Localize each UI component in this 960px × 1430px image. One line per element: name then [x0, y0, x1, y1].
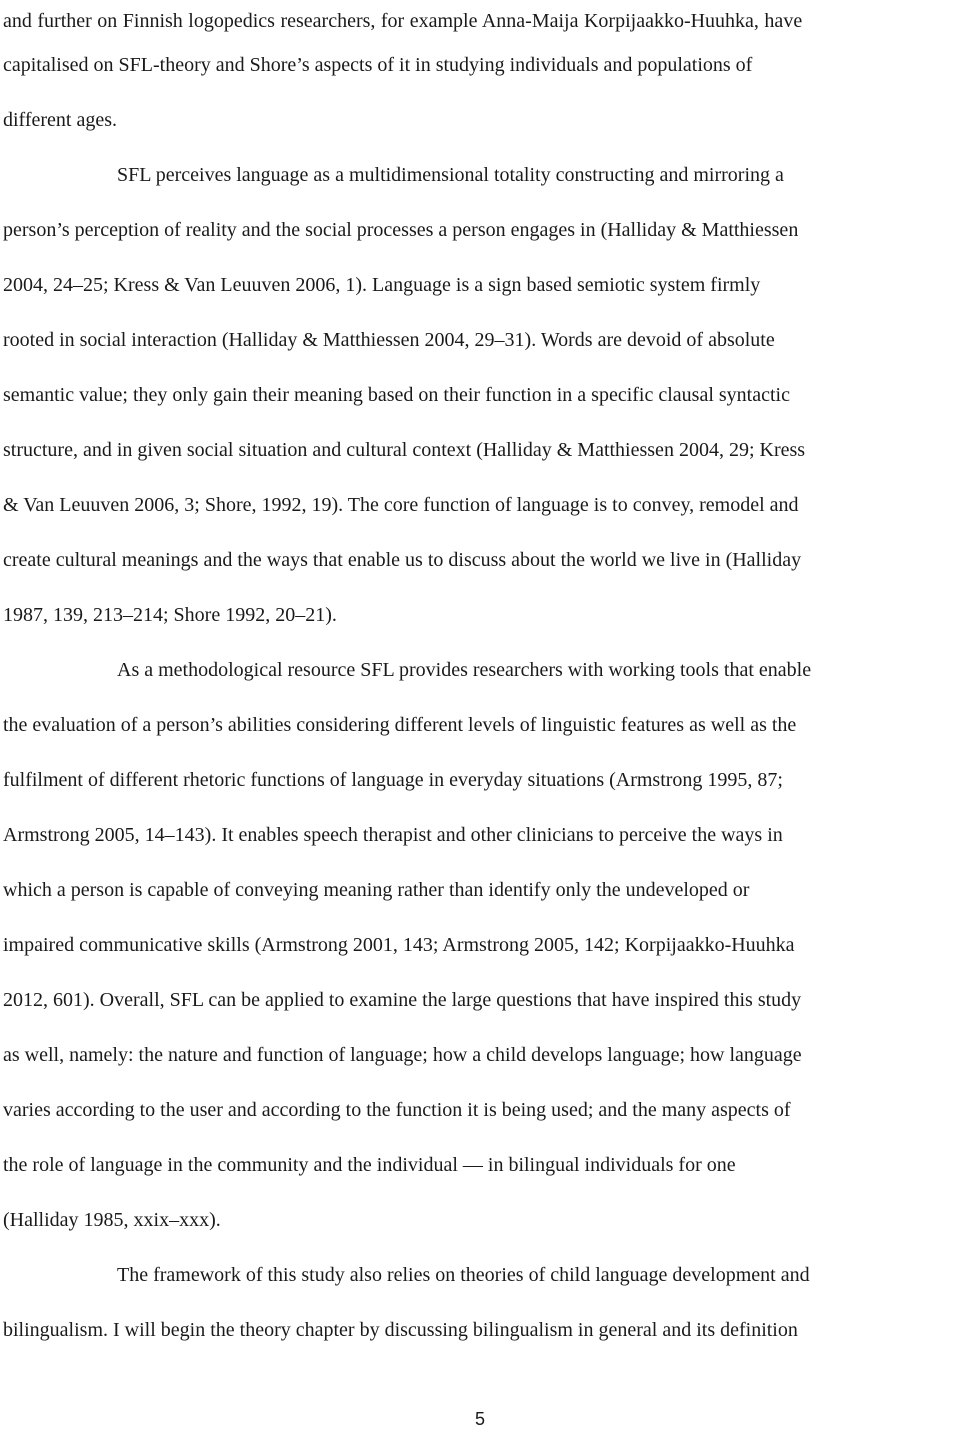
text-line: capitalised on SFL-theory and Shore’s aspects of it in studying individuals and populations of: [3, 54, 753, 76]
text-line: 1987, 139, 213–214; Shore 1992, 20–21).: [3, 604, 337, 626]
text-line: structure, and in given social situation and cultural context (Halliday & Matthiessen 2004, 29; Kress: [3, 439, 806, 461]
text-line: As a methodological resource SFL provides researchers with working tools that enable: [117, 659, 812, 681]
text-line: person’s perception of reality and the social processes a person engages in (Halliday & Matthiessen: [3, 219, 799, 241]
text-line: bilingualism. I will begin the theory chapter by discussing bilingualism in general and its definition: [3, 1319, 798, 1341]
text-line: (Halliday 1985, xxix–xxx).: [3, 1209, 221, 1231]
text-line: 2004, 24–25; Kress & Van Leuuven 2006, 1). Language is a sign based semiotic system firmly: [3, 274, 761, 296]
text-line: semantic value; they only gain their meaning based on their function in a specific clausal syntactic: [3, 384, 790, 406]
text-line: fulfilment of different rhetoric functions of language in everyday situations (Armstrong 1995, 87;: [3, 769, 783, 791]
text-line: & Van Leuuven 2006, 3; Shore, 1992, 19). The core function of language is to convey, remodel and: [3, 494, 799, 516]
text-line: as well, namely: the nature and function of language; how a child develops language; how language: [3, 1044, 802, 1066]
text-line: which a person is capable of conveying meaning rather than identify only the undeveloped or: [3, 879, 750, 901]
text-line: The framework of this study also relies on theories of child language development and: [117, 1264, 810, 1286]
text-line: create cultural meanings and the ways that enable us to discuss about the world we live in (Halliday: [3, 549, 802, 571]
text-line: Armstrong 2005, 14–143). It enables speech therapist and other clinicians to perceive the ways in: [3, 824, 783, 846]
text-line: and further on Finnish logopedics researchers, for example Anna-Maija Korpijaakko-Huuhka, have: [3, 10, 803, 32]
text-line: 2012, 601). Overall, SFL can be applied to examine the large questions that have inspired this study: [3, 989, 802, 1011]
text-line: rooted in social interaction (Halliday & Matthiessen 2004, 29–31). Words are devoid of absolute: [3, 329, 775, 351]
page-number: 5: [474, 1409, 485, 1429]
text-line: impaired communicative skills (Armstrong 2001, 143; Armstrong 2005, 142; Korpijaakko-Huuhka: [3, 934, 795, 956]
text-line: varies according to the user and according to the function it is being used; and the many aspects of: [3, 1099, 791, 1121]
text-line: SFL perceives language as a multidimensional totality constructing and mirroring a: [117, 164, 784, 186]
text-line: the role of language in the community and the individual — in bilingual individuals for one: [3, 1154, 736, 1176]
text-line: different ages.: [3, 109, 118, 131]
text-line: the evaluation of a person’s abilities considering different levels of linguistic features as well as the: [3, 714, 797, 736]
